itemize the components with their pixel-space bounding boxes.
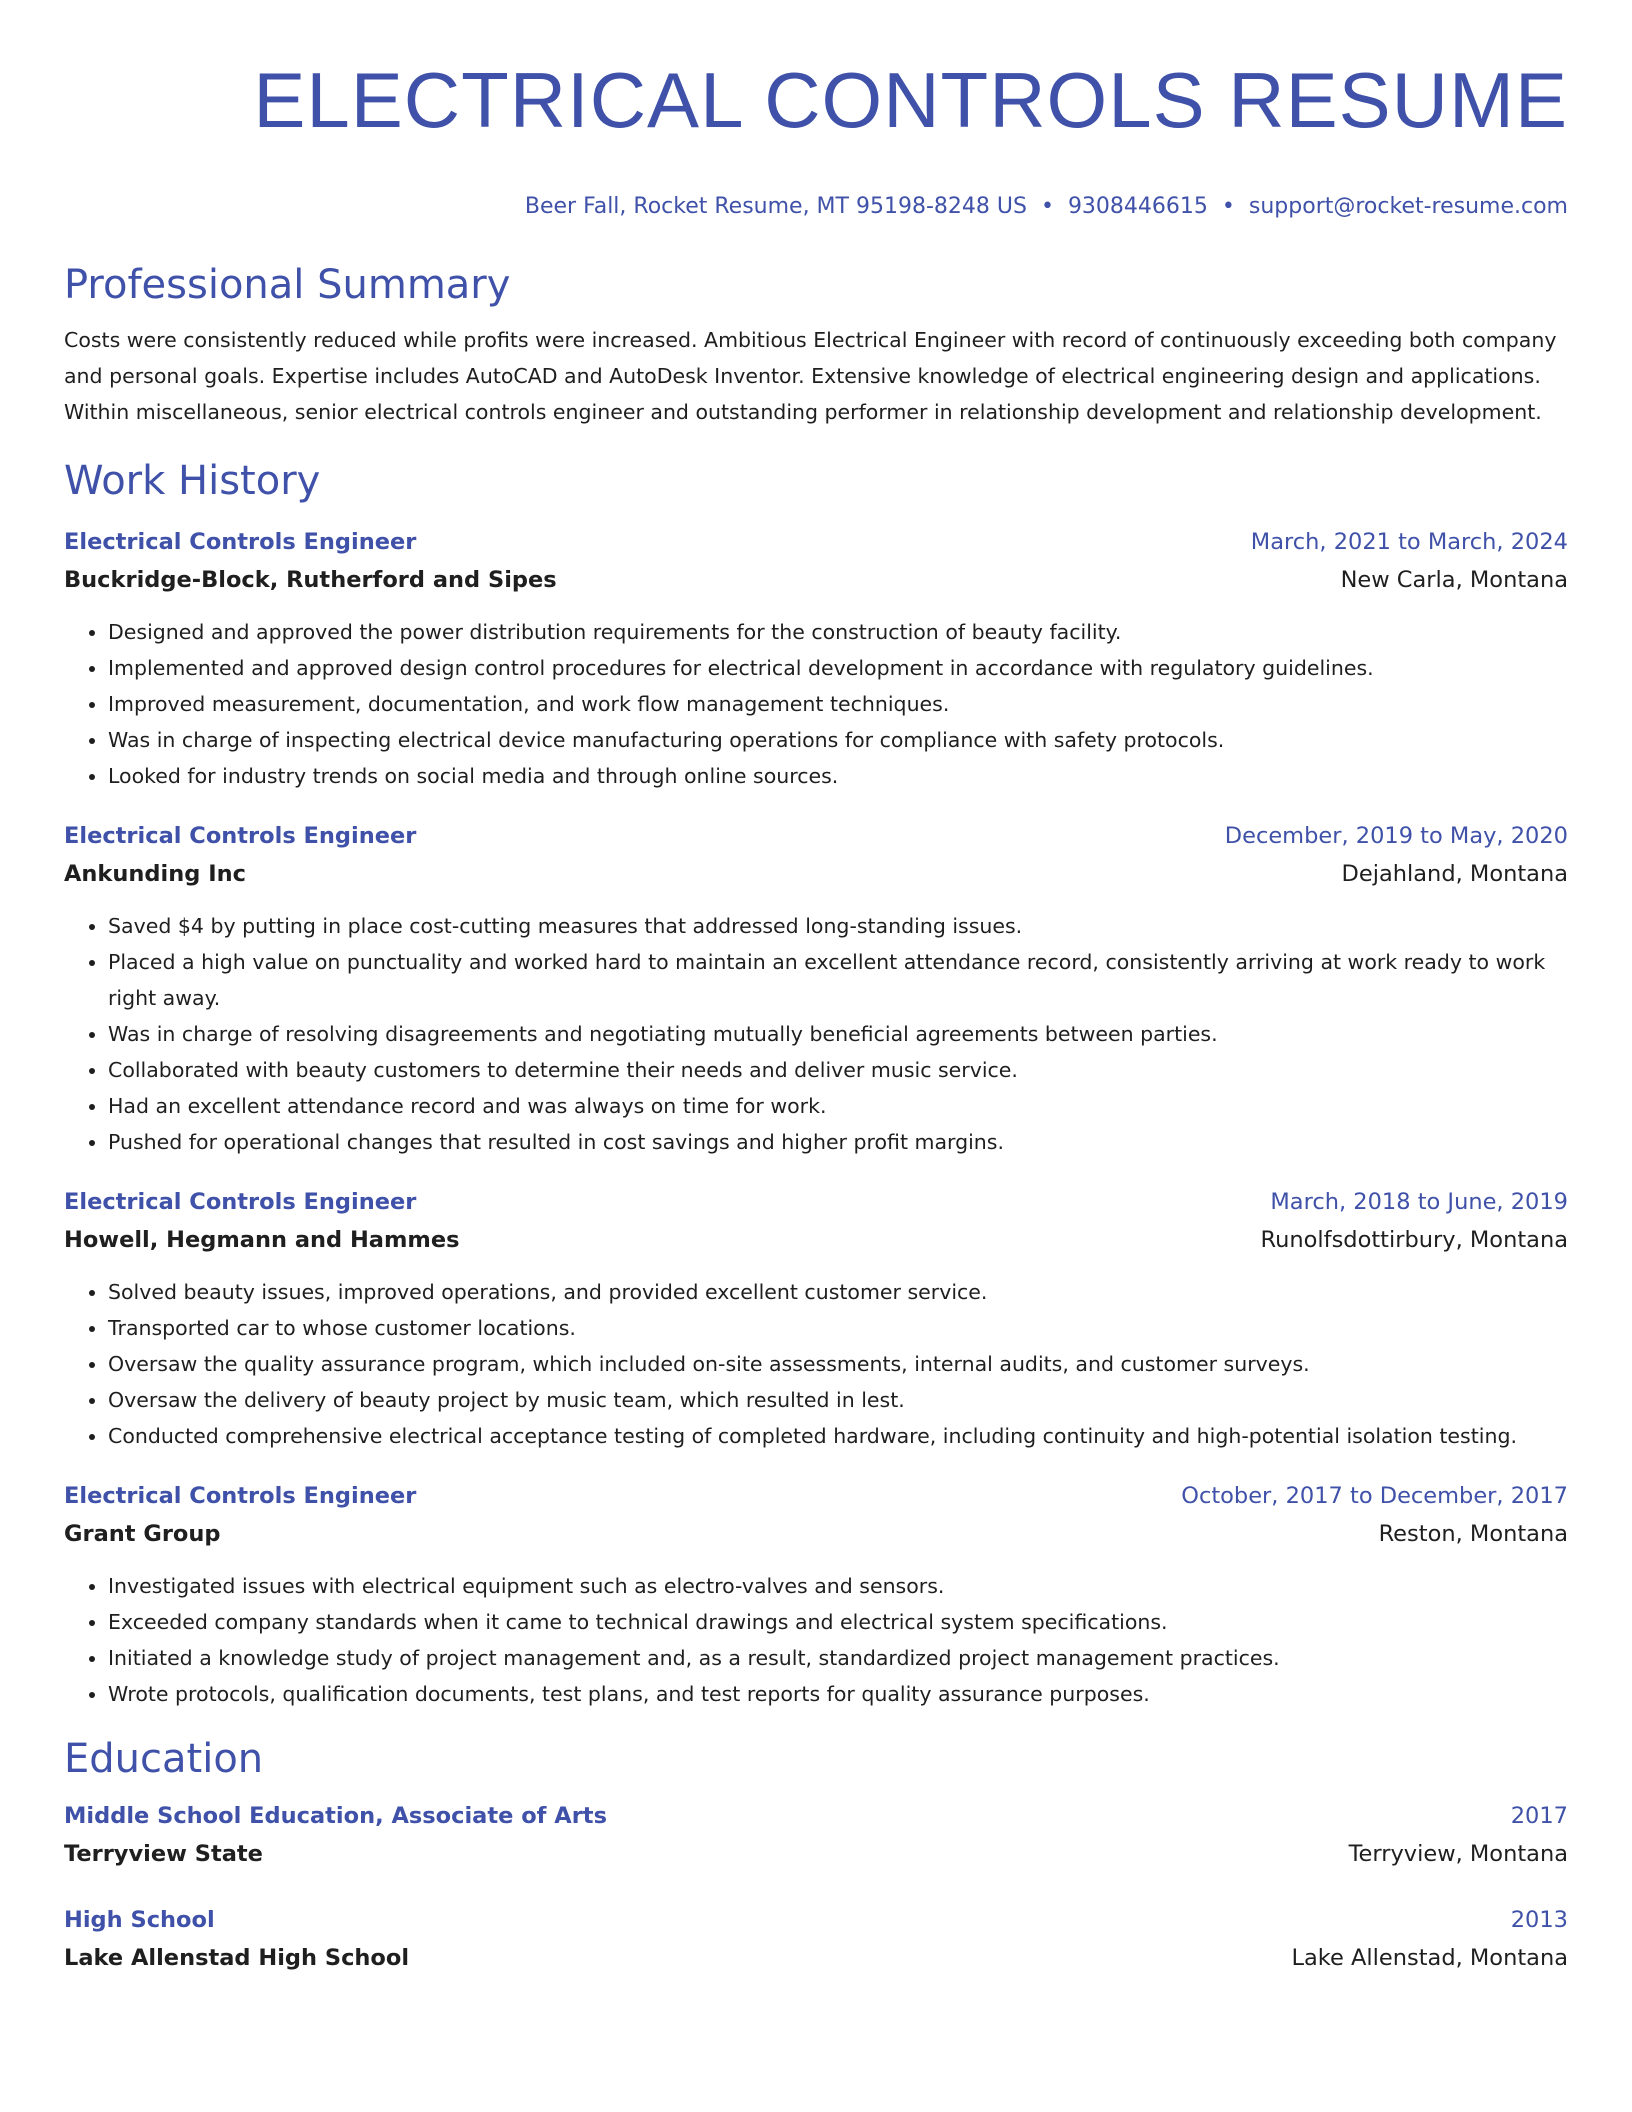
summary-heading: Professional Summary — [64, 262, 511, 308]
job-title-row — [64, 524, 1568, 560]
education-location: Lake Allenstad, Montana — [1291, 1945, 1568, 1971]
job-bullets — [64, 1274, 1568, 1454]
job-location: Runolfsdottirbury, Montana — [1260, 1227, 1568, 1253]
job-entry — [64, 818, 1568, 1160]
job-employer: Ankunding Inc — [64, 861, 246, 887]
contact-email[interactable]: support@rocket-resume.com — [1248, 194, 1568, 219]
job-title-row — [64, 818, 1568, 854]
job-bullet: • Implemented and approved design control procedures for electrical development in accordance with regulatory guidelines. — [108, 650, 1568, 686]
job-bullets — [64, 614, 1568, 794]
job-entry — [64, 1184, 1568, 1454]
job-title-row — [64, 1184, 1568, 1220]
job-bullet: • Was in charge of resolving disagreements and negotiating mutually beneficial agreements between parties. — [108, 1016, 1568, 1052]
education-degree: Middle School Education, Associate of Arts — [64, 1803, 607, 1829]
job-bullet: • Had an excellent attendance record and was always on time for work. — [108, 1088, 1568, 1124]
job-bullet: • Transported car to whose customer locations. — [108, 1310, 1568, 1346]
education-degree-row — [64, 1902, 1568, 1938]
job-employer-row — [64, 1514, 1568, 1554]
job-title: Electrical Controls Engineer — [64, 1483, 417, 1509]
work-history-heading: Work History — [64, 458, 321, 504]
education-degree-row — [64, 1798, 1568, 1834]
job-bullet: • Oversaw the delivery of beauty project by music team, which resulted in lest. — [108, 1382, 1568, 1418]
job-bullet: • Wrote protocols, qualification documents, test plans, and test reports for quality assurance purposes. — [108, 1676, 1568, 1712]
education-degree: High School — [64, 1907, 215, 1933]
job-bullet: • Looked for industry trends on social media and through online sources. — [108, 758, 1568, 794]
job-entry — [64, 524, 1568, 794]
resume-header — [64, 52, 1568, 222]
job-bullet: • Placed a high value on punctuality and worked hard to maintain an excellent attendance record, consistently arriving at work ready to work right away. — [108, 944, 1568, 1016]
education-year: 2013 — [1510, 1907, 1568, 1933]
job-bullet: • Improved measurement, documentation, and work flow management techniques. — [108, 686, 1568, 722]
job-bullet: • Pushed for operational changes that resulted in cost savings and higher profit margins. — [108, 1124, 1568, 1160]
education-heading: Education — [64, 1736, 264, 1782]
summary-text: Costs were consistently reduced while profits were increased. Ambitious Electrical Engineer with record of continuously exceeding both company and personal goals. Expertise includes AutoCAD and AutoDesk Inventor. Extensive knowledge of electrical engineering design and applications. Within miscellaneous, senior electrical controls engineer and outstanding performer in relationship development and relationship development. — [64, 328, 1557, 424]
education-school-row — [64, 1834, 1568, 1874]
contact-separator: • — [1040, 194, 1054, 219]
contact-phone: 9308446615 — [1067, 194, 1208, 219]
job-bullet: • Oversaw the quality assurance program, which included on-site assessments, internal audits, and customer surveys. — [108, 1346, 1568, 1382]
job-employer-row — [64, 1220, 1568, 1260]
job-employer: Buckridge-Block, Rutherford and Sipes — [64, 567, 557, 593]
job-location: Dejahland, Montana — [1341, 861, 1568, 887]
job-dates: October, 2017 to December, 2017 — [1181, 1483, 1568, 1509]
job-entry — [64, 1478, 1568, 1712]
job-employer-row — [64, 854, 1568, 894]
job-location: New Carla, Montana — [1340, 567, 1568, 593]
contact-address: Beer Fall, Rocket Resume, MT 95198-8248 US — [524, 194, 1027, 219]
resume-name: ELECTRICAL CONTROLS RESUME — [253, 56, 1568, 144]
job-bullet: • Was in charge of inspecting electrical device manufacturing operations for compliance with safety protocols. — [108, 722, 1568, 758]
education-school-row — [64, 1938, 1568, 1978]
job-employer: Howell, Hegmann and Hammes — [64, 1227, 460, 1253]
job-location: Reston, Montana — [1378, 1521, 1568, 1547]
job-dates: December, 2019 to May, 2020 — [1224, 823, 1568, 849]
job-employer: Grant Group — [64, 1521, 221, 1547]
job-title: Electrical Controls Engineer — [64, 529, 417, 555]
job-bullets — [64, 908, 1568, 1160]
job-bullet: • Exceeded company standards when it came to technical drawings and electrical system specifications. — [108, 1604, 1568, 1640]
job-dates: March, 2018 to June, 2019 — [1270, 1189, 1568, 1215]
contact-line — [64, 192, 1568, 222]
education-school: Lake Allenstad High School — [64, 1945, 410, 1971]
job-bullet: • Collaborated with beauty customers to determine their needs and deliver music service. — [108, 1052, 1568, 1088]
job-bullet: • Designed and approved the power distribution requirements for the construction of beauty facility. — [108, 614, 1568, 650]
job-title: Electrical Controls Engineer — [64, 823, 417, 849]
job-dates: March, 2021 to March, 2024 — [1250, 529, 1568, 555]
job-bullet: • Conducted comprehensive electrical acceptance testing of completed hardware, including continuity and high-potential isolation testing. — [108, 1418, 1568, 1454]
education-school: Terryview State — [64, 1841, 263, 1867]
contact-separator: • — [1221, 194, 1235, 219]
job-bullet: • Investigated issues with electrical equipment such as electro-valves and sensors. — [108, 1568, 1568, 1604]
job-bullet: • Saved $4 by putting in place cost-cutting measures that addressed long-standing issues. — [108, 908, 1568, 944]
education-location: Terryview, Montana — [1348, 1841, 1568, 1867]
education-year: 2017 — [1510, 1803, 1568, 1829]
education-entry — [64, 1902, 1568, 1978]
education-entry — [64, 1798, 1568, 1874]
job-bullets — [64, 1568, 1568, 1712]
job-bullet: • Solved beauty issues, improved operations, and provided excellent customer service. — [108, 1274, 1568, 1310]
job-title-row — [64, 1478, 1568, 1514]
job-title: Electrical Controls Engineer — [64, 1189, 417, 1215]
job-employer-row — [64, 560, 1568, 600]
job-bullet: • Initiated a knowledge study of project management and, as a result, standardized project management practices. — [108, 1640, 1568, 1676]
